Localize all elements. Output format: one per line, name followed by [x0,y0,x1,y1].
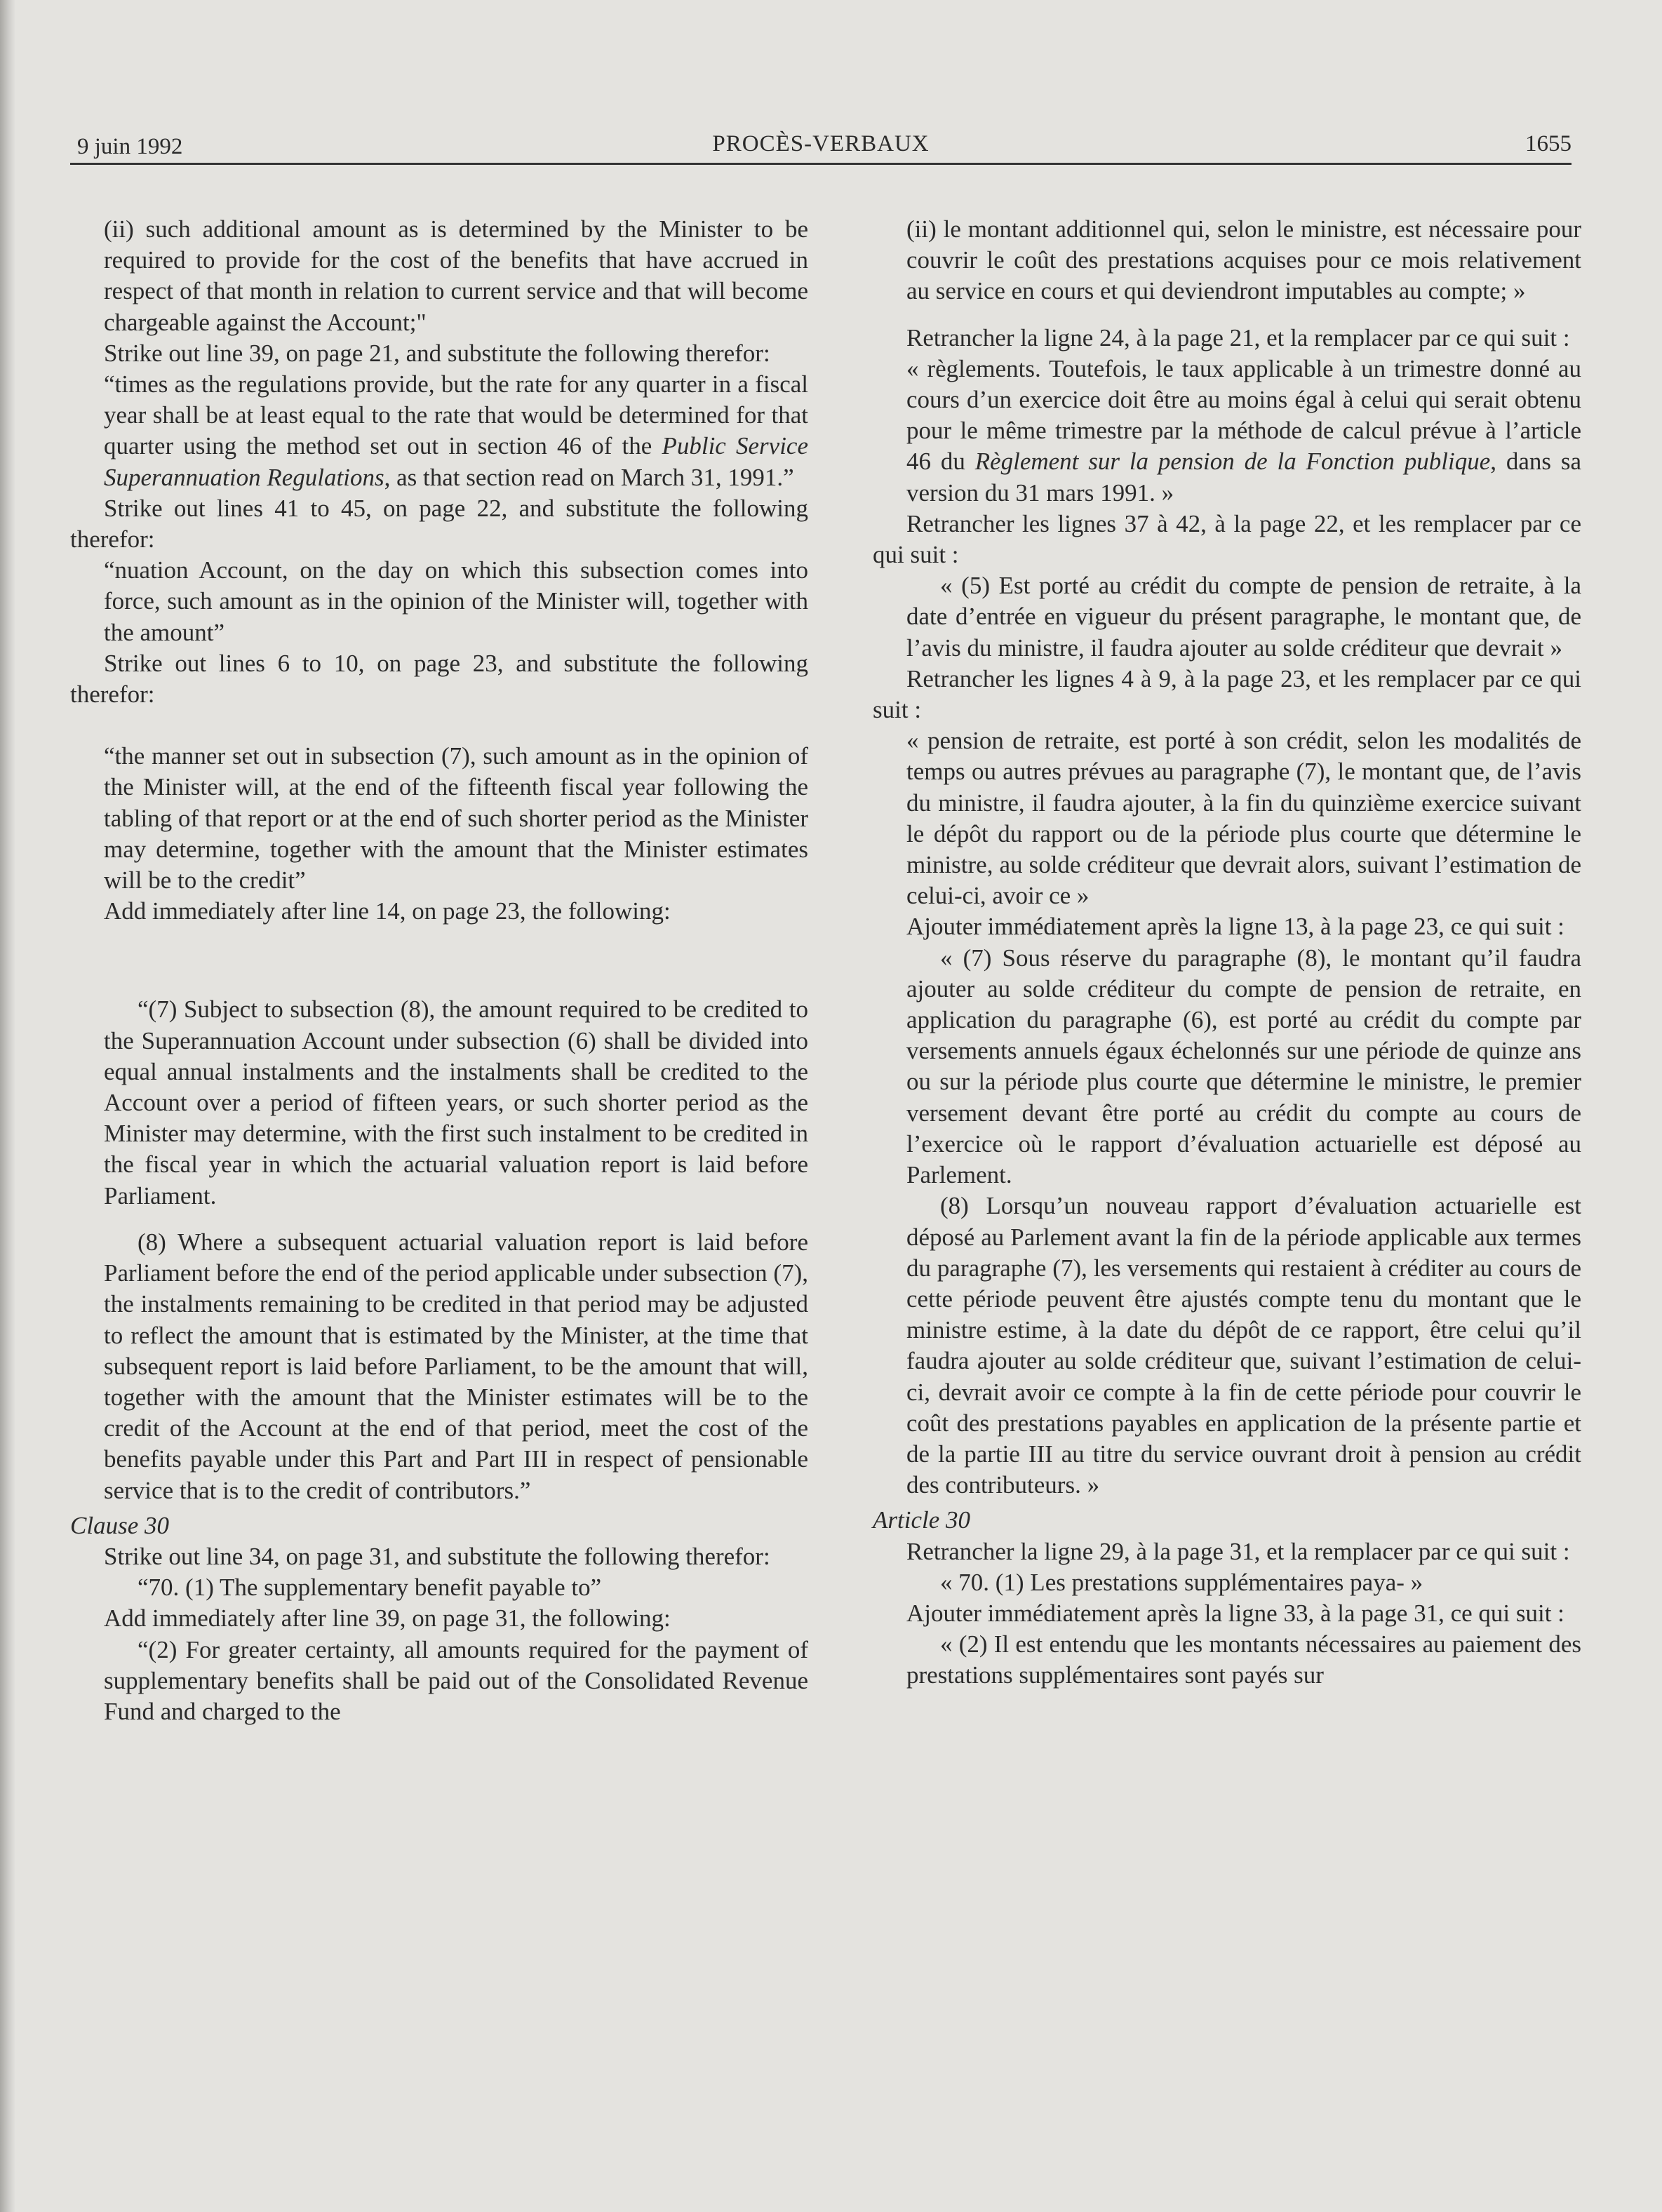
instruction: Strike out lines 41 to 45, on page 22, and substitute the following therefor: [70,494,808,554]
instruction: Retrancher la ligne 29, à la page 31, et la remplacer par ce qui suit : [906,1537,1570,1565]
quoted-text: « (5) Est porté au crédit du compte de pension de retraite, à la date d’entrée en vigueur du présent paragraphe, le montant que, de l’avis du ministre, il faudra ajouter au solde créditeur que devrait » [906,572,1581,662]
quoted-text: “(2) For greater certainty, all amounts required for the payment of supplementary benefits shall be paid out of the Consolidated Revenue Fund and charged to the [104,1635,808,1725]
instruction: Retrancher les lignes 37 à 42, à la page 22, et les remplacer par ce qui suit : [873,509,1581,569]
paragraph: (ii) le montant additionnel qui, selon le ministre, est nécessaire pour couvrir le coût des prestations acquises pour ce mois relativement au service en cours et qui deviendront imputables au compte; » [906,215,1581,305]
quoted-text: (8) Where a subsequent actuarial valuation report is laid before Parliament before the end of the period applicable under subsection (7), the instalments remaining to be credited in that period may be adjusted to reflect the amount that is estimated by the Minister, at the time that subsequent report is laid before Parliament, to be the amount that will, together with the amount that the Minister estimates will be to the credit of the Account at the end of that period, meet the cost of the benefits payable under this Part and Part III in respect of pensionable service that is to the credit of contributors.” [104,1228,808,1504]
page-edge [0,0,15,2212]
quoted-text: « (2) Il est entendu que les montants nécessaires au paiement des prestations supplémentaires sont payés sur [906,1630,1581,1689]
instruction: Retrancher les lignes 4 à 9, à la page 23, et les remplacer par ce qui suit : [873,664,1581,724]
page-header [70,121,1571,165]
instruction: Ajouter immédiatement après la ligne 33, à la page 31, ce qui suit : [906,1599,1564,1627]
instruction: Ajouter immédiatement après la ligne 13, à la page 23, ce qui suit : [906,913,1564,941]
page-number: 1655 [1525,131,1571,156]
header-title: PROCÈS-VERBAUX [712,131,930,156]
paragraph: (ii) such additional amount as is determined by the Minister to be required to provide for the cost of the benefits that have accrued in respect of that month in relation to current service and that will become chargeable against the Account;" [104,215,808,336]
instruction: Retrancher la ligne 24, à la page 21, et la remplacer par ce qui suit : [906,323,1570,351]
header-date: 9 juin 1992 [77,134,183,159]
instruction: Strike out line 34, on page 31, and substitute the following therefor: [104,1542,770,1570]
clause-heading: Article 30 [873,1506,970,1534]
clause-heading: Clause 30 [70,1511,169,1539]
quoted-text: “the manner set out in subsection (7), such amount as in the opinion of the Minister will, at the end of the fifteenth fiscal year following the tabling of that report or at the end of such shorter period as the Minister may determine, together with the amount that the Minister estimates will be to the credit” [104,742,808,894]
quoted-text: « règlements. Toutefois, le taux applicable à un trimestre donné au cours d’un exercice doit être au moins égal à celui qui serait obtenu pour le même trimestre par la méthode de calcul prévue à l’article 46 du Règlement sur la pension de la Fonction publique, dans sa version du 31 mars 1991. » [906,354,1581,507]
quoted-text: “(7) Subject to subsection (8), the amount required to be credited to the Superannuation Account under subsection (6) shall be divided into equal annual instalments and the instalments shall be credited to the Account over a period of fifteen years, or such shorter period as the Minister may determine, with the first such instalment to be credited in the fiscal year in which the actuarial valuation report is laid before Parliament. [104,996,808,1209]
french-column [873,214,1581,1691]
instruction: Strike out line 39, on page 21, and substitute the following therefor: [104,339,770,367]
quoted-text: (8) Lorsqu’un nouveau rapport d’évaluation actuarielle est déposé au Parlement avant la fin de la période applicable aux termes du paragraphe (7), les versements qui restaient à créditer au cours de cette période peuvent être ajustés compte tenu du montant que le ministre estime, à la date du dépôt de ce rapport, être celui qu’il faudra ajouter au solde créditeur que, suivant l’estimation de celui-ci, devrait avoir ce compte à la fin de cette période pour couvrir le coût des prestations payables en application de la présente partie et de la partie III au titre du service ouvrant droit à pension au crédit des contributeurs. » [906,1192,1581,1499]
english-column [70,214,808,1727]
instruction: Add immediately after line 14, on page 23, the following: [104,897,671,925]
quoted-text: “70. (1) The supplementary benefit payable to” [138,1574,602,1602]
instruction: Add immediately after line 39, on page 31, the following: [104,1604,671,1633]
instruction: Strike out lines 6 to 10, on page 23, and substitute the following therefor: [70,649,808,709]
quoted-text: « (7) Sous réserve du paragraphe (8), le montant qu’il faudra ajouter au solde créditeur du compte de pension de retraite, en application du paragraphe (6), est porté au crédit du compte par versements annuels égaux échelonnés sur une période de quinze ans ou sur la période plus courte que détermine le ministre, le premier versement devant être porté au crédit du compte au cours de l’exercice où le rapport d’évaluation actuarielle est déposé au Parlement. [906,944,1581,1189]
quoted-text: « 70. (1) Les prestations supplémentaires paya- » [940,1568,1423,1596]
quoted-text: “nuation Account, on the day on which this subsection comes into force, such amount as in the opinion of the Minister will, together with the amount” [104,556,808,646]
quoted-text: “times as the regulations provide, but the rate for any quarter in a fiscal year shall be at least equal to the rate that would be determined for that quarter using the method set out in section 46 of the Public Service Superannuation Regulations, as that section read on March 31, 1991.” [104,370,808,491]
quoted-text: « pension de retraite, est porté à son crédit, selon les modalités de temps ou autres prévues au paragraphe (7), le montant que, de l’avis du ministre, il faudra ajouter, à la fin du quinzième exercice suivant le dépôt du rapport ou de la période plus courte que détermine le ministre, au solde créditeur que devrait alors, suivant l’estimation de celui-ci, avoir ce » [906,727,1581,910]
